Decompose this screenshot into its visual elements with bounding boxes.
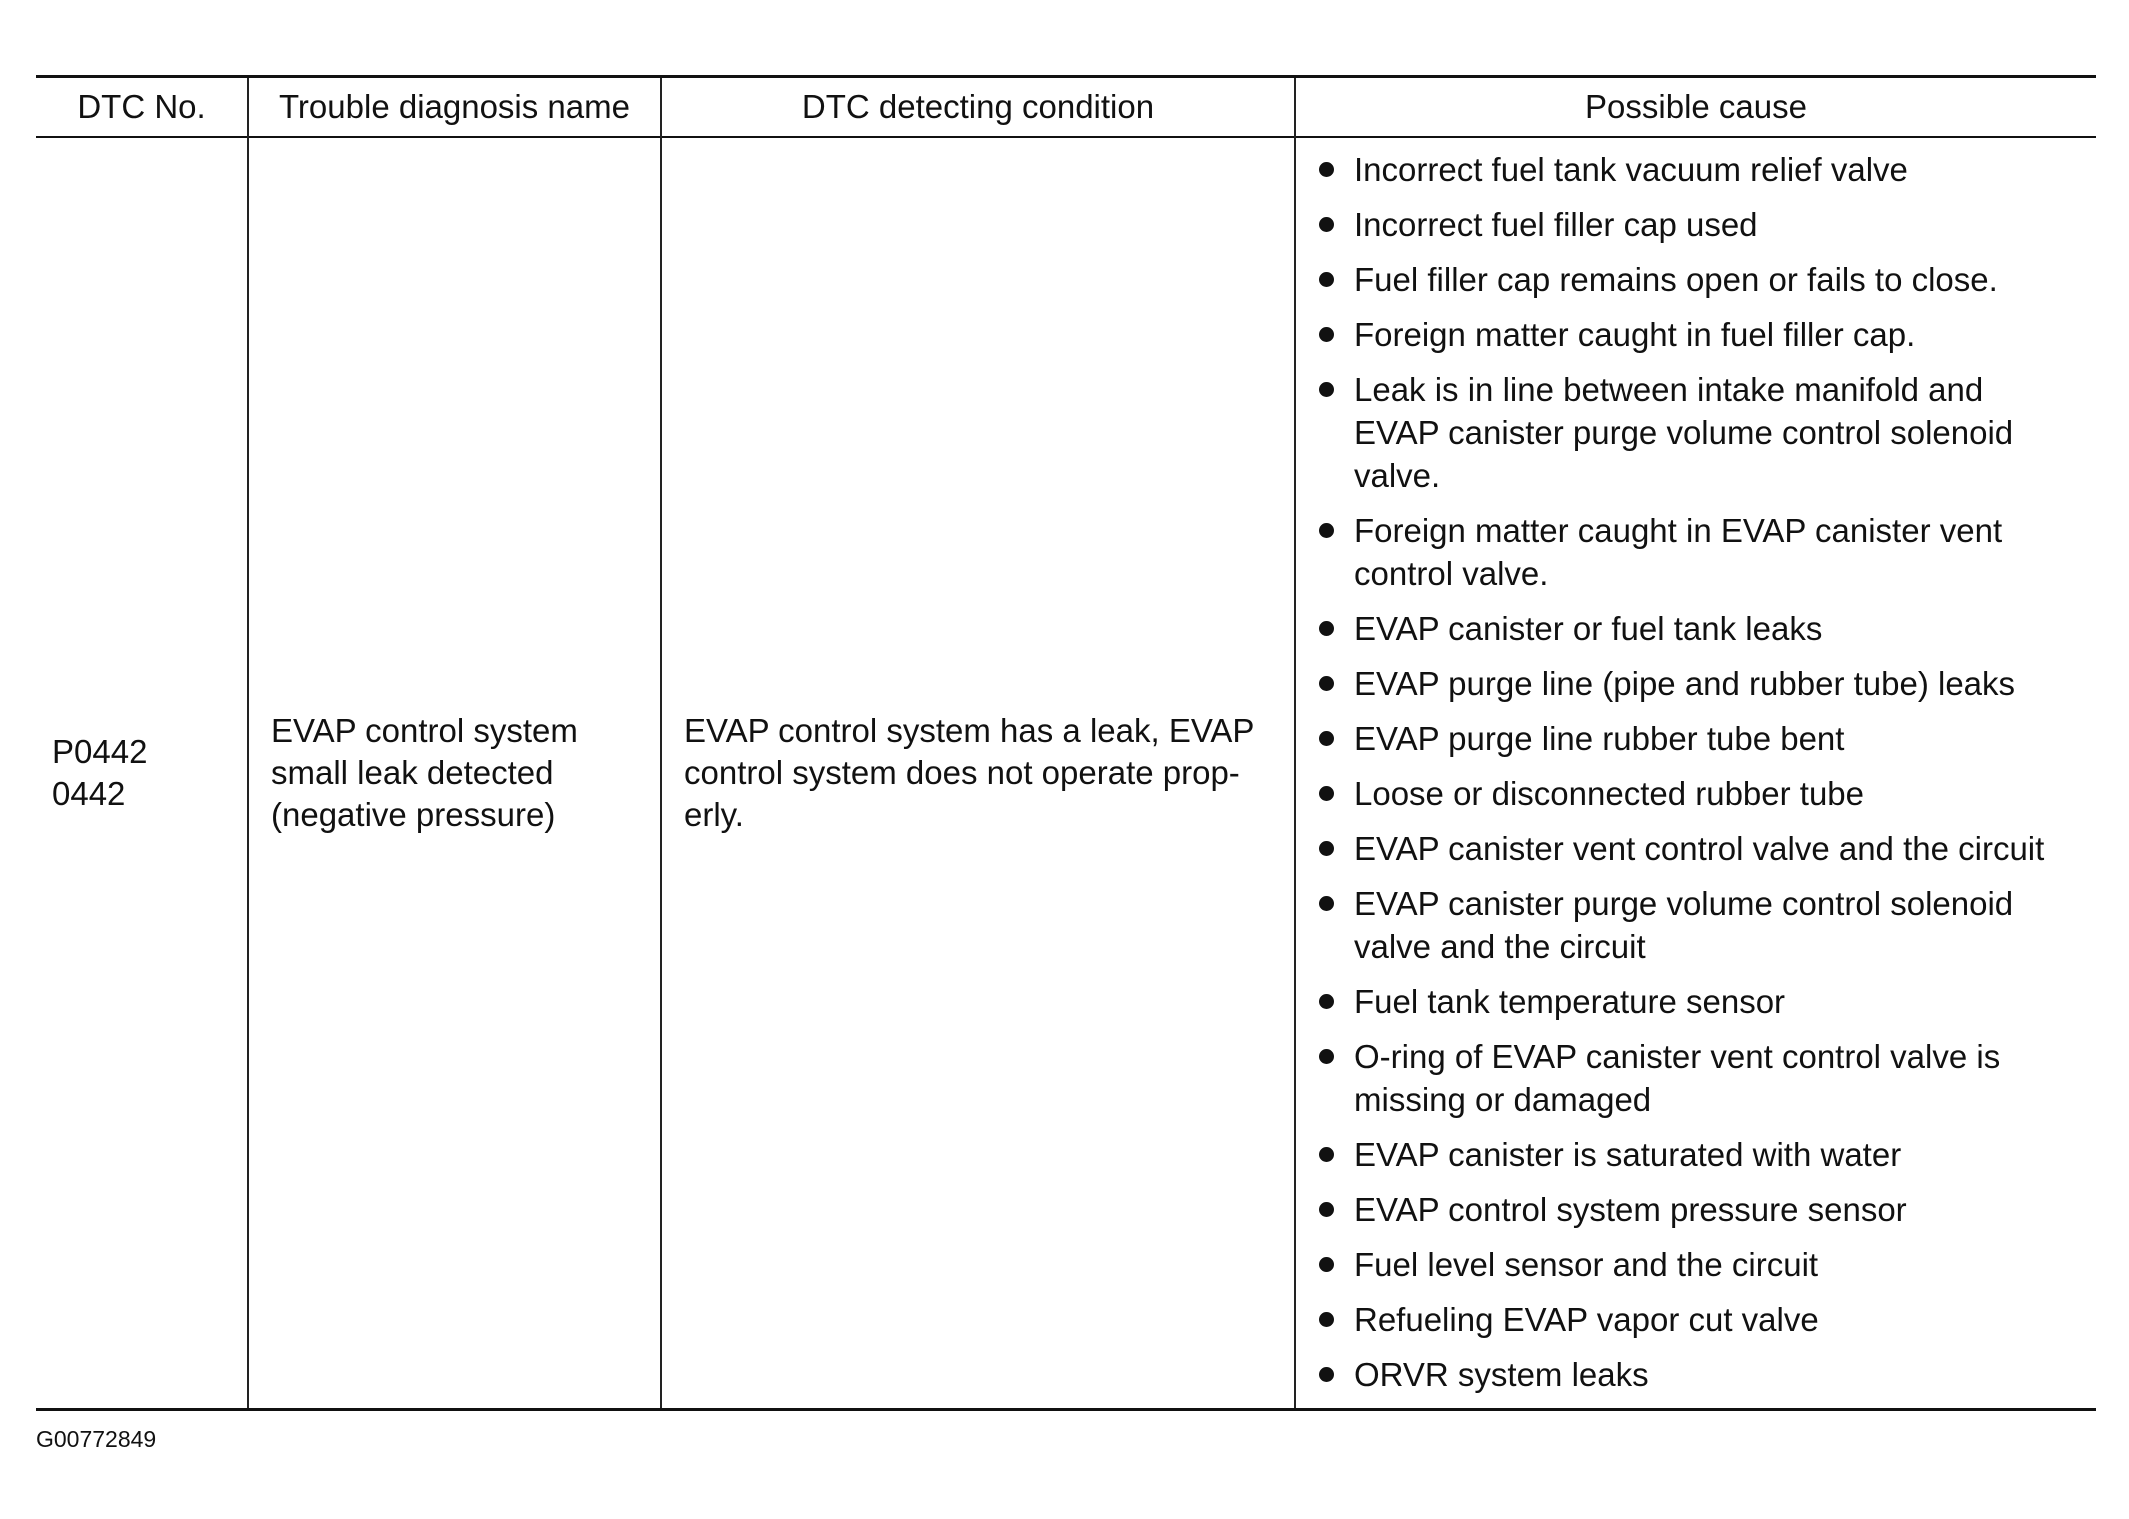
cause-item xyxy=(1318,717,2076,760)
table-header xyxy=(36,77,2096,138)
cause-text: Leak is in line between intake manifold and xyxy=(1354,371,1984,408)
figure-id: G00772849 xyxy=(36,1426,157,1452)
cause-text: Loose or disconnected rubber tube xyxy=(1354,775,1865,812)
bullet-icon xyxy=(1319,162,1334,177)
cause-text: missing or damaged xyxy=(1354,1081,1652,1118)
cause-item xyxy=(1318,313,2076,356)
cause-item xyxy=(1318,148,2076,191)
cause-text: ORVR system leaks xyxy=(1354,1356,1649,1393)
bullet-icon xyxy=(1319,731,1334,746)
cause-item xyxy=(1318,1133,2076,1176)
cause-text: EVAP purge line (pipe and rubber tube) leaks xyxy=(1354,665,2016,702)
cause-text: EVAP canister purge volume control solenoid xyxy=(1354,885,2014,922)
bullet-icon xyxy=(1319,786,1334,801)
cause-text: Fuel level sensor and the circuit xyxy=(1354,1246,1819,1283)
bullet-icon xyxy=(1319,676,1334,691)
cause-text: EVAP purge line rubber tube bent xyxy=(1354,720,1845,757)
cause-text: Foreign matter caught in EVAP canister vent xyxy=(1354,512,2003,549)
cell-trouble-name xyxy=(248,137,661,1410)
cause-item xyxy=(1318,368,2076,497)
cause-item xyxy=(1318,1298,2076,1341)
cell-possible-cause xyxy=(1295,137,2096,1410)
cause-text: O-ring of EVAP canister vent control valve is xyxy=(1354,1038,2001,1075)
dtc-no-line: 0442 xyxy=(52,775,126,812)
trouble-name-line: small leak detected xyxy=(271,754,554,791)
bullet-icon xyxy=(1319,1049,1334,1064)
dtc-no-line: P0442 xyxy=(52,733,148,770)
bullet-icon xyxy=(1319,1367,1334,1382)
cause-item xyxy=(1318,1035,2076,1121)
cause-item xyxy=(1318,980,2076,1023)
header-dtc-no: DTC No. xyxy=(36,77,248,138)
cause-item xyxy=(1318,827,2076,870)
condition-line: control system does not operate prop- xyxy=(684,754,1240,791)
cause-text: EVAP canister vent control valve and the circuit xyxy=(1354,830,2045,867)
cause-item xyxy=(1318,662,2076,705)
header-condition: DTC detecting condition xyxy=(661,77,1295,138)
cause-item xyxy=(1318,1353,2076,1396)
cause-text: Incorrect fuel tank vacuum relief valve xyxy=(1354,151,1908,188)
header-cause: Possible cause xyxy=(1295,77,2096,138)
bullet-icon xyxy=(1319,1202,1334,1217)
bullet-icon xyxy=(1319,1257,1334,1272)
cause-text: EVAP canister is saturated with water xyxy=(1354,1136,1902,1173)
cause-item xyxy=(1318,258,2076,301)
cause-text: control valve. xyxy=(1354,555,1549,592)
cause-item xyxy=(1318,203,2076,246)
table-body xyxy=(36,137,2096,1410)
cause-text: Foreign matter caught in fuel filler cap. xyxy=(1354,316,1916,353)
cause-text: EVAP control system pressure sensor xyxy=(1354,1191,1907,1228)
bullet-icon xyxy=(1319,621,1334,636)
bullet-icon xyxy=(1319,841,1334,856)
cause-item xyxy=(1318,882,2076,968)
cause-item xyxy=(1318,1243,2076,1286)
header-row xyxy=(36,77,2096,138)
bullet-icon xyxy=(1319,896,1334,911)
dtc-table xyxy=(36,75,2096,1411)
bullet-icon xyxy=(1319,327,1334,342)
cause-text: Fuel filler cap remains open or fails to close. xyxy=(1354,261,1998,298)
cause-list xyxy=(1318,148,2076,1396)
cell-condition xyxy=(661,137,1295,1410)
cause-text: valve and the circuit xyxy=(1354,928,1646,965)
cause-item xyxy=(1318,509,2076,595)
bullet-icon xyxy=(1319,994,1334,1009)
bullet-icon xyxy=(1319,1147,1334,1162)
condition-line: EVAP control system has a leak, EVAP xyxy=(684,712,1255,749)
trouble-name-line: EVAP control system xyxy=(271,712,578,749)
cause-text: Incorrect fuel filler cap used xyxy=(1354,206,1758,243)
cause-item xyxy=(1318,607,2076,650)
bullet-icon xyxy=(1319,272,1334,287)
cause-text: EVAP canister or fuel tank leaks xyxy=(1354,610,1823,647)
table-row xyxy=(36,137,2096,1410)
cell-dtc-no xyxy=(36,137,248,1410)
bullet-icon xyxy=(1319,523,1334,538)
trouble-name-line: (negative pressure) xyxy=(271,796,556,833)
bullet-icon xyxy=(1319,382,1334,397)
cause-item xyxy=(1318,1188,2076,1231)
header-trouble-name: Trouble diagnosis name xyxy=(248,77,661,138)
bullet-icon xyxy=(1319,217,1334,232)
condition-line: erly. xyxy=(684,796,744,833)
cause-text: valve. xyxy=(1354,457,1441,494)
cause-text: Fuel tank temperature sensor xyxy=(1354,983,1786,1020)
cause-text: Refueling EVAP vapor cut valve xyxy=(1354,1301,1819,1338)
cause-text: EVAP canister purge volume control solenoid xyxy=(1354,414,2014,451)
cause-item xyxy=(1318,772,2076,815)
bullet-icon xyxy=(1319,1312,1334,1327)
